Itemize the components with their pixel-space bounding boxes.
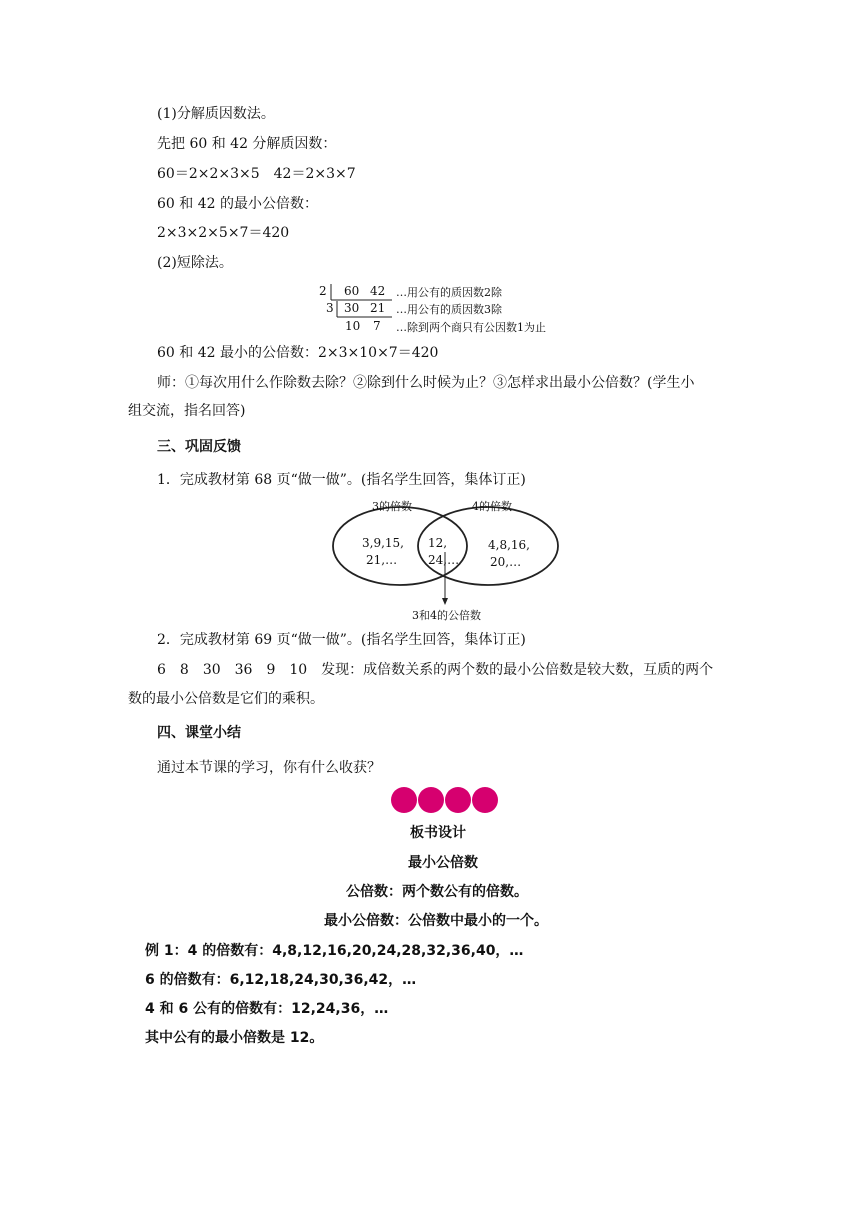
dividend-42: 42	[370, 284, 386, 298]
method1-intro: 先把 60 和 42 分解质因数：	[157, 136, 337, 152]
right-set-title: 4的倍数	[472, 500, 512, 513]
board-example-1: 例 1：4 的倍数有：4,8,12,16,20,24,28,32,36,40，…	[145, 943, 524, 959]
dot-2	[418, 787, 444, 813]
divisor-2: 2	[319, 284, 327, 298]
quotient-7: 7	[373, 319, 381, 333]
lcm-calculation: 2×3×2×5×7＝420	[157, 225, 290, 241]
dot-1	[391, 787, 417, 813]
right-set-line2: 20,…	[490, 555, 522, 569]
divisor-3: 3	[326, 301, 334, 315]
left-set-title: 3的倍数	[372, 500, 412, 513]
board-example-3: 4 和 6 公有的倍数有：12,24,36，…	[145, 1001, 389, 1017]
dividend-60: 60	[344, 284, 360, 298]
board-subtitle: 最小公倍数	[408, 855, 478, 871]
quotient-10: 10	[345, 319, 361, 333]
exercise-item-2: 2．完成教材第 69 页“做一做”。(指名学生回答，集体订正)	[157, 632, 526, 648]
right-set-line1: 4,8,16,	[488, 538, 530, 552]
note-divide-3: …用公有的质因数3除	[396, 303, 502, 316]
answer-line2: 数的最小公倍数是它们的乘积。	[128, 691, 324, 707]
intersection-line1: 12,	[428, 536, 448, 550]
lcm-label: 60 和 42 的最小公倍数：	[157, 196, 318, 212]
teacher-question-line1: 师：①每次用什么作除数去除？②除到什么时候为止？③怎样求出最小公倍数？(学生小	[157, 375, 695, 391]
intersection-line2: 24,…	[428, 553, 460, 567]
note-stop: …除到两个商只有公因数1为止	[396, 321, 546, 334]
board-definition-2: 最小公倍数：公倍数中最小的一个。	[324, 913, 548, 929]
method2-heading: (2)短除法。	[157, 255, 233, 271]
board-title: 板书设计	[410, 825, 466, 841]
short-division-figure	[312, 282, 582, 334]
section3-heading: 三、巩固反馈	[157, 439, 241, 455]
arrow-head	[442, 598, 448, 605]
quotient-30: 30	[344, 301, 360, 315]
board-definition-1: 公倍数：两个数公有的倍数。	[346, 884, 528, 900]
dot-3	[445, 787, 471, 813]
board-example-2: 6 的倍数有：6,12,18,24,30,36,42，…	[145, 972, 417, 988]
decoration-svg	[388, 786, 502, 814]
method2-result: 60 和 42 最小的公倍数：2×3×10×7＝420	[157, 345, 439, 361]
quotient-21: 21	[370, 301, 386, 315]
exercise-item-1: 1．完成教材第 68 页“做一做”。(指名学生回答，集体订正)	[157, 472, 526, 488]
venn-diagram	[330, 494, 560, 624]
teacher-question-line2: 组交流，指名回答)	[128, 403, 246, 419]
board-example-4: 其中公有的最小倍数是 12。	[145, 1030, 324, 1046]
decoration-dots	[388, 786, 502, 814]
summary-text: 通过本节课的学习，你有什么收获？	[157, 760, 381, 776]
answer-line1: 6 8 30 36 9 10 发现：成倍数关系的两个数的最小公倍数是较大数，互质的两个	[157, 662, 714, 678]
method1-heading: (1)分解质因数法。	[157, 106, 275, 122]
dot-4	[472, 787, 498, 813]
left-set-line1: 3,9,15,	[362, 536, 404, 550]
common-multiples-label: 3和4的公倍数	[412, 609, 481, 622]
left-set-line2: 21,…	[366, 553, 398, 567]
factorization-line: 60＝2×2×3×5 42＝2×3×7	[157, 166, 356, 182]
note-divide-2: …用公有的质因数2除	[396, 286, 502, 299]
section4-heading: 四、课堂小结	[157, 725, 241, 741]
